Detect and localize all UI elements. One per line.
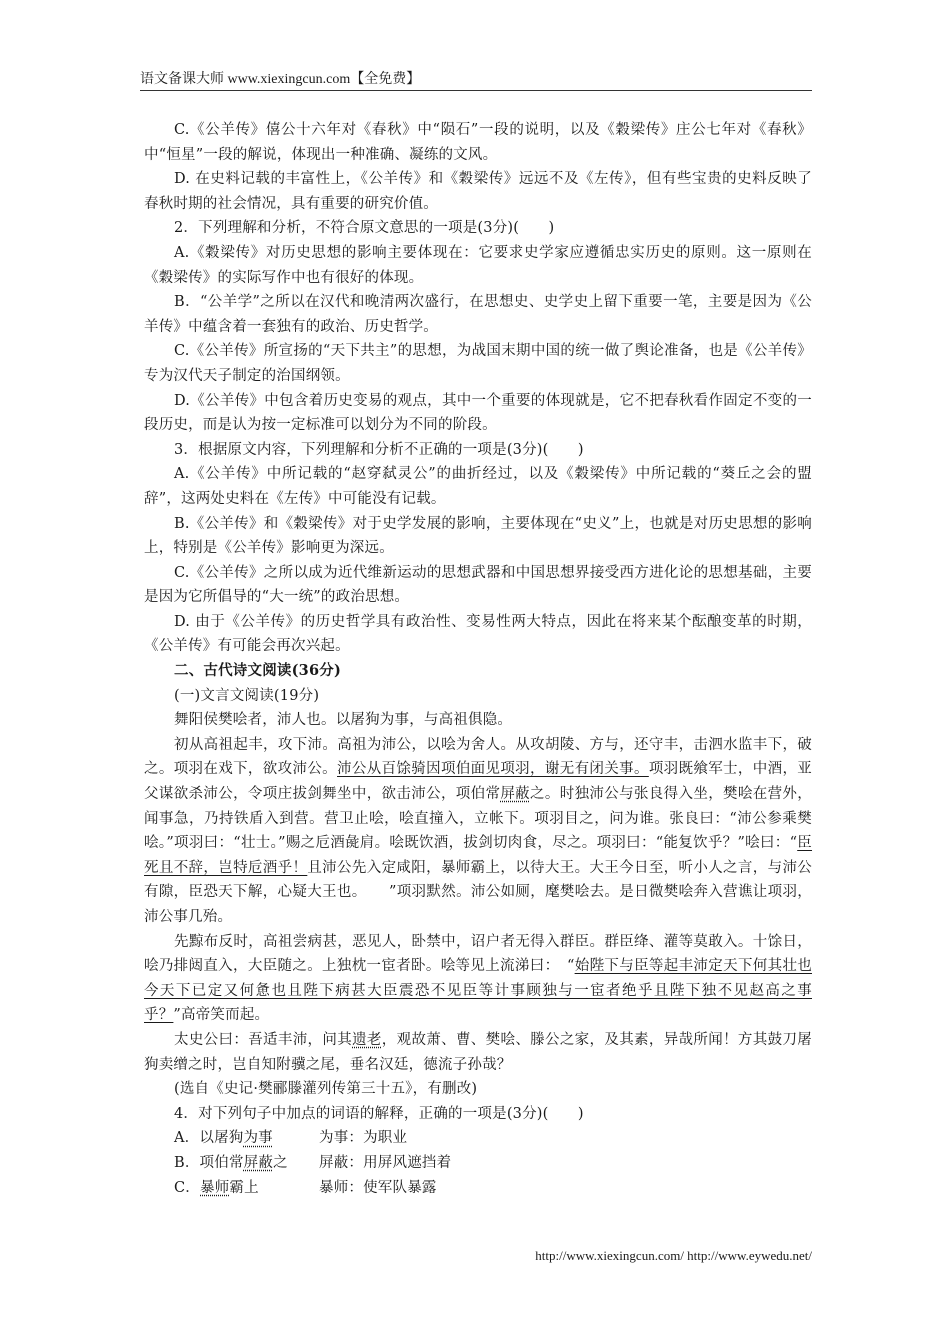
option-text: C． xyxy=(174,1179,200,1196)
passage-text: ”高帝笑而起。 xyxy=(173,1007,270,1024)
passage-text: 太史公曰：吾适丰沛，问其 xyxy=(174,1031,353,1048)
passage-paragraph: 舞阳侯樊哙者，沛人也。以屠狗为事，与高祖俱隐。 xyxy=(174,712,513,729)
section-subtitle: (一)文言文阅读(19分) xyxy=(174,687,320,704)
option-paragraph: C.《公羊传》之所以成为近代维新运动的思想武器和中国思想界接受西方进化论的思想基础，主要是因为它所倡导的“大一统”的政治思想。 xyxy=(144,564,812,606)
dotted-word: 屏蔽 xyxy=(500,786,531,803)
passage-paragraph xyxy=(144,1028,812,1077)
underlined-sentence: 沛公从百馀骑因项伯面见项羽，谢无有闭关事。 xyxy=(337,761,649,778)
option-sentence xyxy=(144,1151,319,1176)
option-meaning: 暴师：使军队暴露 xyxy=(319,1179,437,1196)
option-paragraph: C.《公羊传》僖公十六年对《春秋》中“陨石”一段的说明，以及《穀梁传》庄公七年对《春秋》中“恒星”一段的解说，体现出一种准确、凝练的文风。 xyxy=(144,122,812,163)
underlined-sentence: 臣死且不辞，岂特卮酒乎！ xyxy=(144,835,813,876)
passage-paragraph xyxy=(144,733,812,930)
passage-text: 之。时独沛公与张良得入坐，樊哙在营外，闻事急，乃持铁盾入到营。营卫止哙，哙直撞入，立帐下。项羽目之，问为谁。张良曰：“沛公参乘樊哙。”项羽曰：“壮士。”赐之卮酒彘肩。哙既饮酒，拔剑切肉食，尽之。项羽曰：“能复饮乎？”哙曰：“ xyxy=(144,786,812,852)
passage-text: 先黥布反时，高祖尝病甚，恶见人，卧禁中，诏户者无得入群臣。群臣绛、灌等莫敢入。十馀日，哙乃排闼直入，大臣随之。上独枕一宦者卧。哙等见上流涕曰： “ xyxy=(144,933,812,975)
answer-option-a xyxy=(144,1126,812,1151)
option-meaning: 屏蔽：用屏风遮挡着 xyxy=(319,1154,452,1171)
dotted-word: 遗老 xyxy=(352,1031,382,1048)
answer-option-b xyxy=(144,1151,812,1176)
passage-text: ，观故萧、曹、樊哙、滕公之家，及其素，异哉所闻！方其鼓刀屠狗卖缯之时，岂自知附骥之尾，垂名汉廷，德流子孙哉？ xyxy=(144,1031,812,1073)
option-meaning: 为事：为职业 xyxy=(319,1130,408,1147)
passage-paragraph xyxy=(144,930,812,1028)
option-paragraph: D. 由于《公羊传》的历史哲学具有政治性、变易性两大特点，因此在将来某个酝酿变革的时期，《公羊传》有可能会再次兴起。 xyxy=(144,613,812,655)
question-stem: 4．对下列句子中加点的词语的解释，正确的一项是(3分)( ) xyxy=(174,1105,584,1122)
page-footer: http://www.xiexingcun.com/ http://www.eywedu.net/ xyxy=(535,1248,812,1263)
option-paragraph: A.《公羊传》中所记载的“赵穿弑灵公”的曲折经过，以及《穀梁传》中所记载的“葵丘之会的盟辞”，这两处史料在《左传》中可能没有记载。 xyxy=(144,466,812,507)
passage-source: (选自《史记·樊郦滕灌列传第三十五》，有删改) xyxy=(174,1081,478,1098)
underlined-sentence: 始陛下与臣等起丰沛定天下何其壮也今天下已定又何惫也且陛下病甚大臣震恐不见臣等计事顾独与一宦者绝乎且陛下独不见赵高之事乎？ xyxy=(144,958,812,1024)
option-paragraph: B．“公羊学”之所以在汉代和晚清两次盛行，在思想史、史学史上留下重要一笔，主要是因为《公羊传》中蕴含着一套独有的政治、历史哲学。 xyxy=(144,294,812,335)
section-title: 二、古代诗文阅读(36分) xyxy=(174,662,341,680)
option-paragraph: D.《公羊传》中包含着历史变易的观点，其中一个重要的体现就是，它不把春秋看作固定不变的一段历史，而是认为按一定标准可以划分为不同的阶段。 xyxy=(144,392,812,434)
option-text: 霸上 xyxy=(229,1179,259,1196)
passage-text: 且沛公先入定咸阳，暴师霸上，以待大王。大王今日至，听小人之言，与沛公有隙，臣恐天下解，心疑大王也。 ”项羽默然。沛公如厕，麾樊哙去。是日微樊哙奔入营谯让项羽，沛公事几殆。 xyxy=(144,859,812,925)
passage-text: 初从高祖起丰，攻下沛。高祖为沛公，以哙为舍人。从攻胡陵、方与，还守丰，击泗水监丰下，破之。项羽在戏下，欲攻沛公。 xyxy=(144,736,812,778)
option-paragraph: A.《穀梁传》对历史思想的影响主要体现在：它要求史学家应遵循忠实历史的原则。这一原则在《穀梁传》的实际写作中也有很好的体现。 xyxy=(144,244,812,286)
question-stem: 3．根据原文内容，下列理解和分析不正确的一项是(3分)( ) xyxy=(174,441,584,458)
option-paragraph: C.《公羊传》所宣扬的“天下共主”的思想，为战国末期中国的统一做了舆论准备，也是《公羊传》专为汉代天子制定的治国纲领。 xyxy=(144,343,812,384)
dotted-word: 为事 xyxy=(243,1130,273,1147)
page-header: 语文备课大师 www.xiexingcun.com【全免费】 xyxy=(140,70,812,91)
answer-option-c xyxy=(144,1176,812,1201)
option-text: A．以屠狗 xyxy=(174,1130,244,1147)
passage-text: 项羽既飨军士，中酒，亚父谋欲杀沛公，令项庄拔剑舞坐中，欲击沛公，项伯常 xyxy=(144,761,812,803)
dotted-word: 屏蔽 xyxy=(243,1154,274,1171)
option-text: B．项伯常 xyxy=(174,1154,244,1171)
option-text: 之 xyxy=(273,1154,288,1171)
option-sentence xyxy=(144,1176,319,1201)
document-body xyxy=(144,118,812,1200)
option-paragraph: B.《公羊传》和《穀梁传》对于史学发展的影响，主要体现在“史义”上，也就是对历史思想的影响上，特别是《公羊传》影响更为深远。 xyxy=(144,515,812,557)
option-paragraph: D. 在史料记载的丰富性上，《公羊传》和《穀梁传》远远不及《左传》，但有些宝贵的史料反映了春秋时期的社会情况，具有重要的研究价值。 xyxy=(144,171,812,212)
option-sentence xyxy=(144,1126,319,1151)
question-stem: 2．下列理解和分析，不符合原文意思的一项是(3分)( ) xyxy=(174,220,555,237)
dotted-word: 暴师 xyxy=(200,1179,230,1196)
